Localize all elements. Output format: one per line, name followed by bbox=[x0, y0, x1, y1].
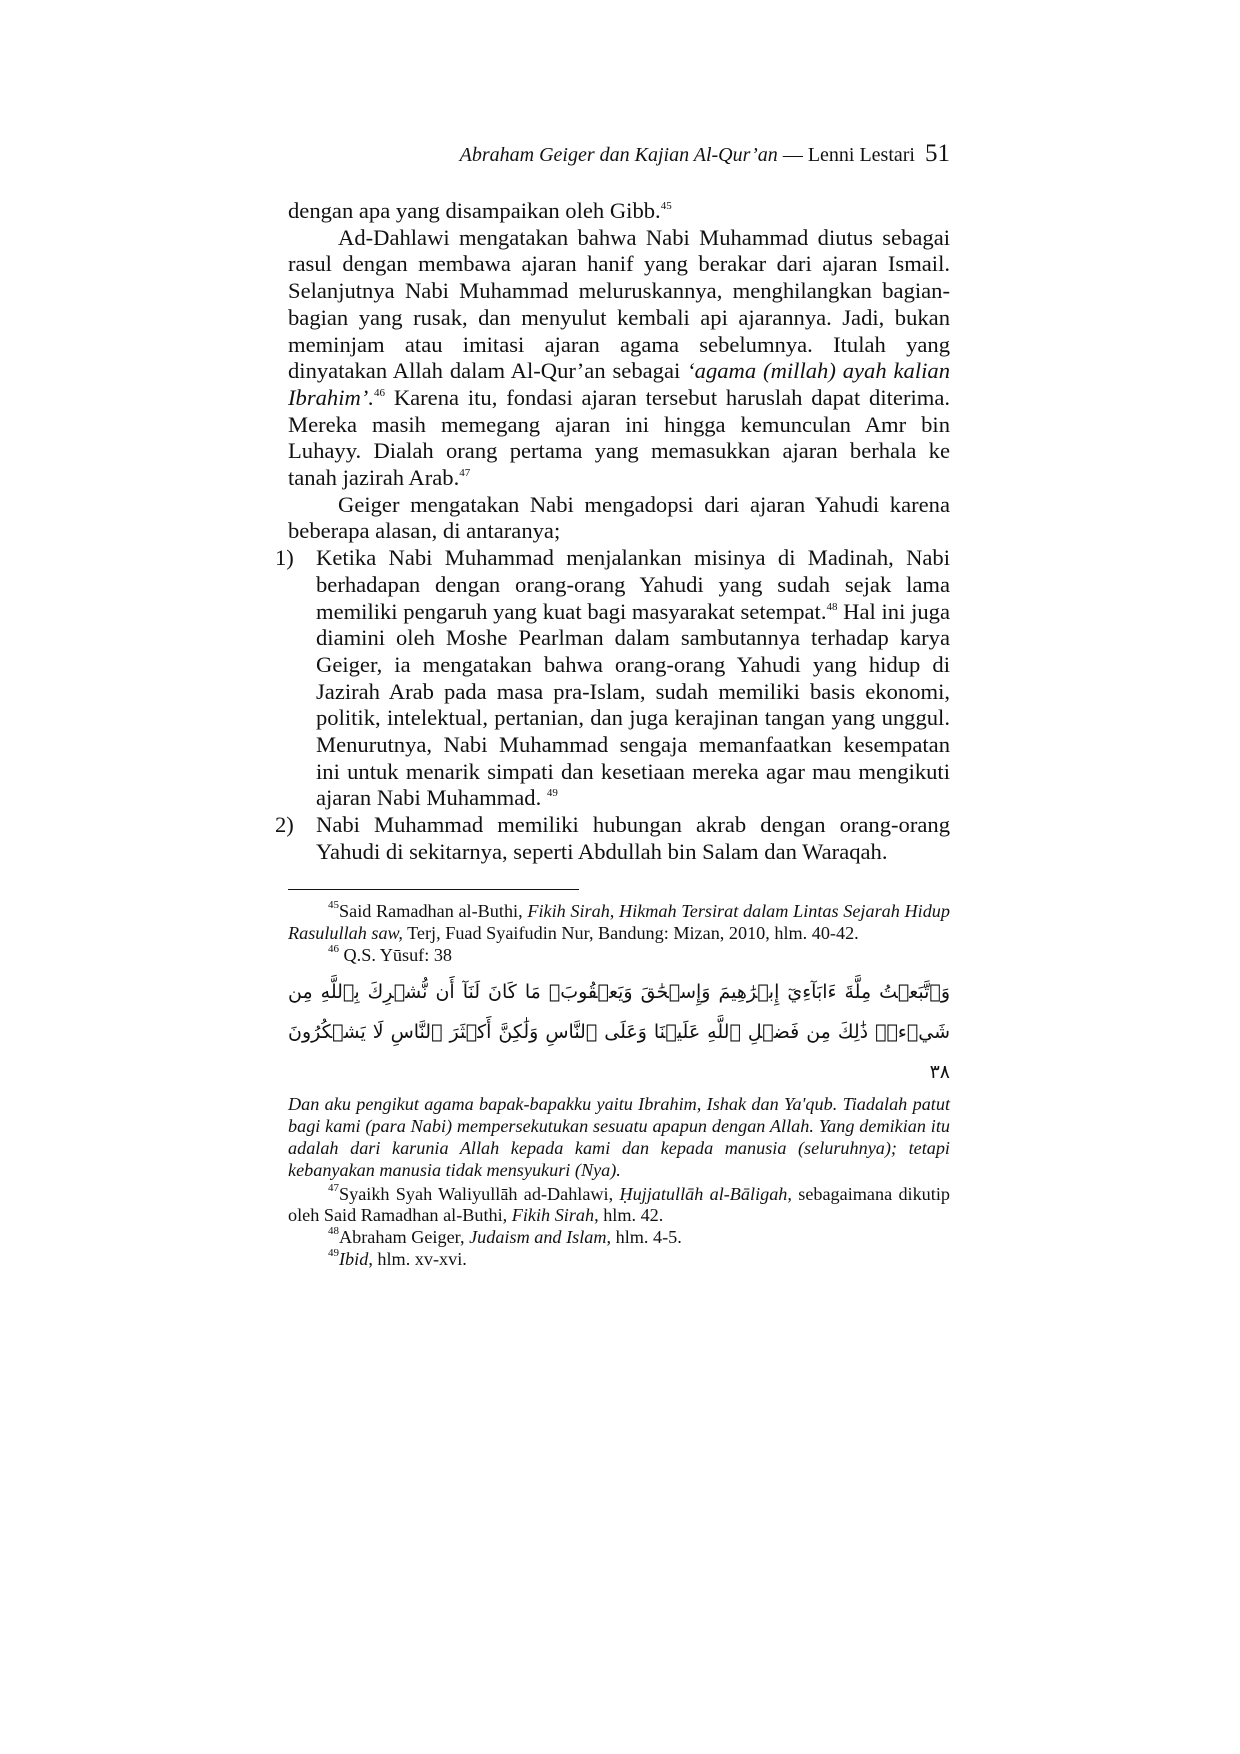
footnote-number: 47 bbox=[328, 1181, 339, 1194]
footnote-title: Ḥujjatullāh al-Bāligah, bbox=[619, 1183, 792, 1204]
footnote-text: Said Ramadhan al-Buthi, bbox=[339, 901, 528, 921]
footnote-text: , hlm. xv-xvi. bbox=[368, 1248, 467, 1269]
paragraph-text: Karena itu, fondasi ajaran tersebut haruslah dapat diterima. Mereka masih memegang ajaran ini hingga kemunculan Amr bin Luhayy. Dialah orang pertama yang memasukkan ajaran berhala ke tanah jazirah Arab. bbox=[288, 384, 950, 491]
footnote-number: 45 bbox=[328, 899, 339, 912]
footnote-text: Abraham Geiger, bbox=[339, 1227, 470, 1248]
list-number: 2) bbox=[275, 812, 294, 838]
footnote-text: Syaikh Syah Waliyullāh ad-Dahlawi, bbox=[339, 1183, 620, 1204]
running-head-separator: — bbox=[777, 144, 808, 166]
footnote-number: 49 bbox=[328, 1247, 339, 1260]
paragraph-text: dengan apa yang disampaikan oleh Gibb. bbox=[288, 198, 661, 223]
footnote-title: Fikih Sirah bbox=[511, 1205, 595, 1226]
footnote-text: sebagaimana dikutip oleh Said Ramadhan al-Buthi, bbox=[288, 1183, 950, 1226]
footnotes bbox=[288, 901, 950, 1271]
list-item bbox=[275, 812, 950, 865]
list-number: 1) bbox=[275, 545, 294, 571]
footnote bbox=[288, 1227, 950, 1249]
list-item-text: Ketika Nabi Muhammad menjalankan misinya di Madinah, Nabi berhadapan dengan orang-orang Yahudi yang sudah sejak lama memiliki pengaruh yang kuat bagi masyarakat setempat. bbox=[316, 545, 950, 624]
page-number: 51 bbox=[925, 140, 950, 167]
footnote bbox=[288, 1181, 950, 1228]
footnote-text: , hlm. 4-5. bbox=[606, 1227, 682, 1248]
arabic-verse: وَٱتَّبَعۡتُ مِلَّةَ ءَابَآءِيٓ إِبۡرَٰهِيمَ وَإِسۡحَٰقَ وَيَعۡقُوبَۚ مَا كَانَ لَنَآ أَن نُّشۡرِكَ بِٱللَّهِ مِن شَيۡءٖۚ ذَٰلِكَ مِن فَضۡلِ ٱللَّهِ عَلَيۡنَا وَعَلَى ٱلنَّاسِ وَلَٰكِنَّ أَكۡثَرَ ٱلنَّاسِ لَا يَشۡكُرُونَ ٣٨ bbox=[288, 981, 950, 1084]
list-item bbox=[275, 545, 950, 812]
footnote-ref: 45 bbox=[660, 200, 672, 213]
footnote-ref: 49 bbox=[546, 787, 558, 800]
footnote-ref: 48 bbox=[826, 600, 838, 613]
footnote-text: Terj, Fuad Syaifudin Nur, Bandung: Mizan, 2010, hlm. 40-42. bbox=[402, 922, 859, 943]
footnote-ref: 47 bbox=[459, 467, 471, 480]
list-item-text: Hal ini juga diamini oleh Moshe Pearlman dalam sambutannya terhadap karya Geiger, ia mengatakan bahwa orang-orang Yahudi yang hidup di Jazirah Arab pada masa pra-Islam, sudah memiliki basis ekonomi, politik, intelektual, pertanian, dan juga kerajinan tangan yang unggul. Menurutnya, Nabi Muhammad sengaja memanfaatkan kesempatan ini untuk menarik simpati dan kesetiaan mereka agar mau mengikuti ajaran Nabi Muhammad. bbox=[316, 598, 950, 811]
footnote-ref: 46 bbox=[373, 387, 385, 400]
footnote bbox=[288, 901, 950, 945]
paragraph bbox=[288, 225, 950, 492]
footnote-title: Fikih Sirah, Hikmah Tersirat dalam Lintas Sejarah Hidup Rasulullah saw, bbox=[288, 901, 950, 943]
footnote bbox=[288, 1249, 950, 1271]
running-head bbox=[288, 141, 950, 168]
paragraph bbox=[288, 198, 950, 225]
footnote-title: Ibid bbox=[339, 1248, 369, 1269]
verse-translation: Dan aku pengikut agama bapak-bapakku yaitu Ibrahim, Ishak dan Ya'qub. Tiadalah patut bagi kami (para Nabi) mempersekutukan sesuatu apapun dengan Allah. Yang demikian itu adalah dari karunia Allah kepada kami dan kepada manusia (seluruhnya); tetapi kebanyakan manusia tidak mensyukuri (Nya). bbox=[288, 1094, 950, 1180]
footnote-rule bbox=[288, 889, 579, 890]
footnote-text: , hlm. 42. bbox=[594, 1205, 664, 1226]
footnote-number: 48 bbox=[328, 1225, 339, 1238]
running-head-author: Lenni Lestari bbox=[807, 144, 915, 166]
footnote bbox=[288, 942, 950, 967]
quote-text: ‘agama (millah) ayah kalian Ibrahim’. bbox=[288, 358, 950, 410]
paragraph bbox=[288, 492, 950, 545]
list-item-text: Nabi Muhammad memiliki hubungan akrab dengan orang-orang Yahudi di sekitarnya, seperti Abdullah bin Salam dan Waraqah. bbox=[316, 812, 950, 864]
footnote-title: Judaism and Islam bbox=[469, 1227, 607, 1248]
paragraph-text: Ad-Dahlawi mengatakan bahwa Nabi Muhammad diutus sebagai rasul dengan membawa ajaran hanif yang berakar dari ajaran Ismail. Selanjutnya Nabi Muhammad meluruskannya, menghilangkan bagian-bagian yang rusak, dan menyulut kembali api ajarannya. Jadi, bukan meminjam atau imitasi ajaran agama sebelumnya. Itulah yang dinyatakan Allah dalam Al-Qur’an sebagai bbox=[288, 224, 950, 384]
footnote-number: 46 bbox=[328, 942, 339, 955]
running-head-title: Abraham Geiger dan Kajian Al-Qur’an bbox=[459, 144, 778, 166]
footnote-text: Q.S. Yūsuf: 38 bbox=[339, 944, 453, 965]
body-text bbox=[275, 198, 950, 866]
paragraph-text: Geiger mengatakan Nabi mengadopsi dari ajaran Yahudi karena beberapa alasan, di antaranya; bbox=[288, 491, 950, 544]
